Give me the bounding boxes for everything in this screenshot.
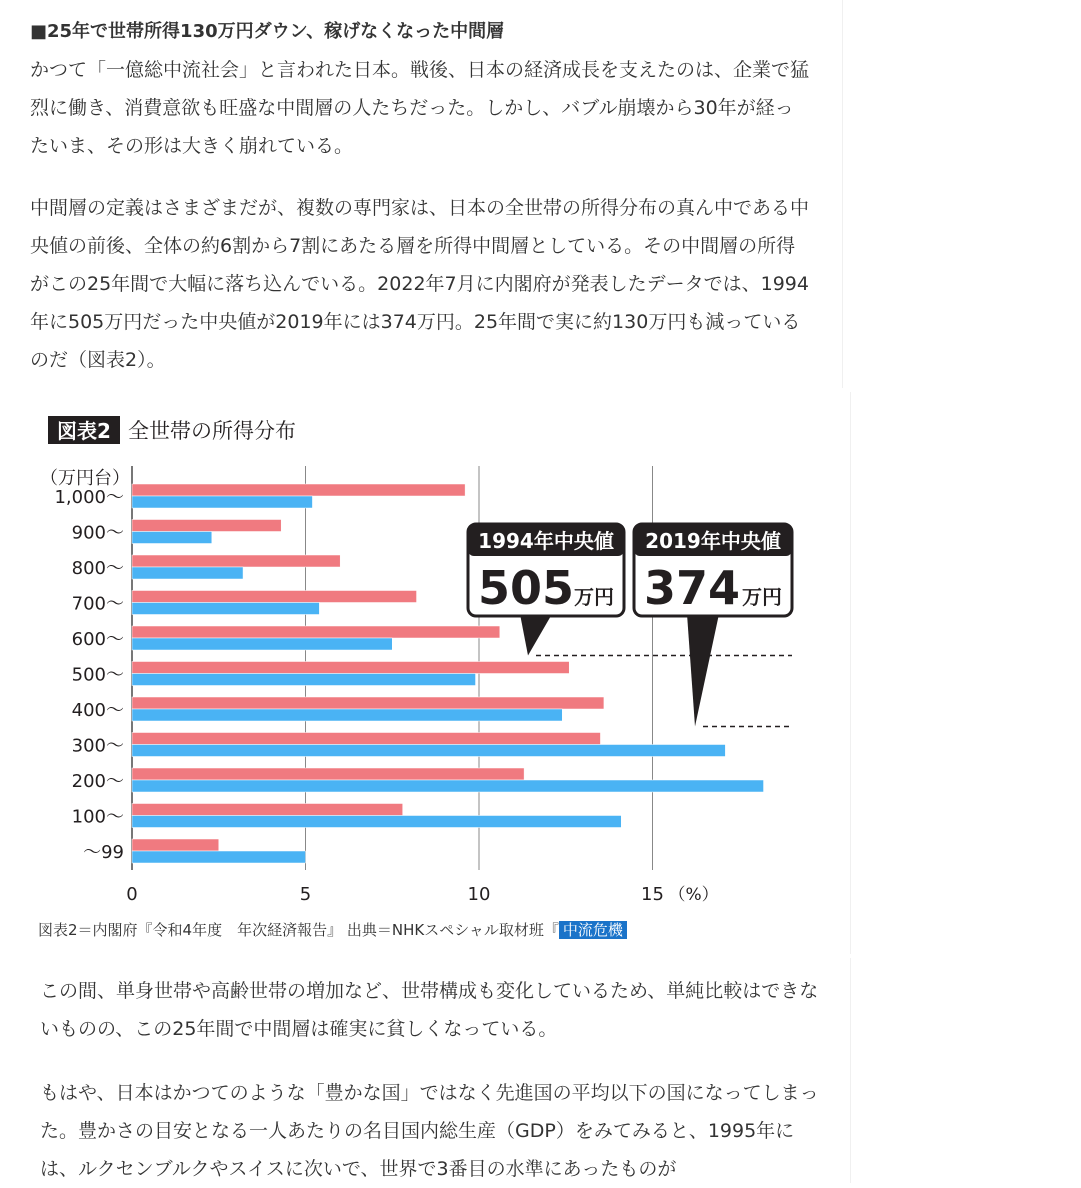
paragraph: かつて「一億総中流社会」と言われた日本。戦後、日本の経済成長を支えたのは、企業で猛烈に働き、消費意欲も旺盛な中間層の人たちだった。しかし、バブル崩壊から30年が経ったいま、その形は大きく崩れている。 — [30, 59, 810, 157]
bar-1994 — [132, 555, 340, 567]
y-tick-label: 〜99 — [83, 842, 124, 863]
callout-unit: 万円 — [574, 585, 614, 609]
chart-title: 全世帯の所得分布 — [128, 419, 296, 443]
bar-1994 — [132, 520, 281, 532]
x-tick-label: 0 — [126, 884, 138, 905]
y-tick-label: 1,000〜 — [54, 487, 124, 508]
bar-1994 — [132, 484, 465, 496]
bar-2019 — [132, 780, 764, 792]
bar-2019 — [132, 709, 562, 721]
figure-caption — [38, 918, 627, 942]
y-tick-label: 100〜 — [71, 806, 124, 828]
x-tick-label: 10 — [467, 884, 491, 905]
bar-1994 — [132, 697, 604, 709]
callout-value: 374 — [644, 561, 741, 615]
income-distribution-chart — [30, 392, 850, 912]
callout-pointer — [687, 614, 719, 727]
bar-2019 — [132, 603, 319, 615]
figure — [30, 392, 851, 954]
y-tick-label: 300〜 — [71, 735, 124, 757]
y-tick-label: 400〜 — [71, 700, 124, 721]
y-tick-label: 600〜 — [71, 629, 124, 650]
section-heading: ■25年で世帯所得130万円ダウン、稼げなくなった中間層 — [30, 21, 505, 42]
y-tick-label: 900〜 — [71, 522, 124, 544]
callout-title: 1994年中央値 — [478, 529, 614, 553]
bar-1994 — [132, 626, 500, 638]
bar-2019 — [132, 496, 312, 508]
bar-1994 — [132, 839, 219, 851]
bar-2019 — [132, 674, 476, 686]
bar-2019 — [132, 532, 212, 544]
bar-2019 — [132, 745, 725, 757]
bar-1994 — [132, 768, 524, 780]
callout-pointer — [520, 614, 552, 656]
paragraph: もはや、日本はかつてのような「豊かな国」ではなく先進国の平均以下の国になってしまった。豊かさの目安となる一人あたりの名目国内総生産（GDP）をみてみると、1995年には、ルクセンブルクやスイスに次いで、世界で3番目の水準にあったものが — [40, 1082, 819, 1180]
paragraph: この間、単身世帯や高齢世帯の増加など、世帯構成も変化しているため、単純比較はできないものの、この25年間で中間層は確実に貧しくなっている。 — [40, 980, 819, 1040]
caption-text: 図表2＝内閣府『令和4年度 年次経済報告』 出典＝NHKスペシャル取材班『 — [38, 921, 559, 939]
y-tick-label: 200〜 — [71, 771, 124, 792]
figure-badge: 図表2 — [57, 419, 111, 443]
callout-value: 505 — [478, 561, 575, 615]
paragraph: 中間層の定義はさまざまだが、複数の専門家は、日本の全世帯の所得分布の真ん中である中央値の前後、全体の約6割から7割にあたる層を所得中間層としている。その中間層の所得がこの25年間で大幅に落ち込んでいる。2022年7月に内閣府が発表したデータでは、1994年に505万円だった中央値が2019年には374万円。25年間で実に約130万円も減っているのだ（図表2）。 — [30, 197, 810, 371]
bar-2019 — [132, 567, 243, 579]
bar-2019 — [132, 638, 392, 650]
bar-1994 — [132, 733, 600, 745]
y-tick-label: 800〜 — [71, 558, 124, 579]
y-tick-label: 500〜 — [71, 664, 124, 686]
callout-title: 2019年中央値 — [645, 529, 781, 553]
bar-2019 — [132, 816, 621, 828]
bar-1994 — [132, 662, 569, 674]
x-axis-unit: （%） — [668, 885, 719, 905]
y-tick-label: 700〜 — [71, 593, 124, 615]
bar-1994 — [132, 591, 417, 603]
x-tick-label: 5 — [299, 884, 312, 905]
callout-unit: 万円 — [742, 585, 782, 609]
bar-1994 — [132, 804, 403, 816]
x-tick-label: 15 — [641, 884, 664, 905]
book-link[interactable]: 中流危機 — [559, 921, 627, 939]
y-axis-label: （万円台） — [40, 468, 130, 489]
article-bottom — [0, 958, 851, 1183]
bar-2019 — [132, 851, 306, 863]
article-top — [0, 0, 843, 388]
